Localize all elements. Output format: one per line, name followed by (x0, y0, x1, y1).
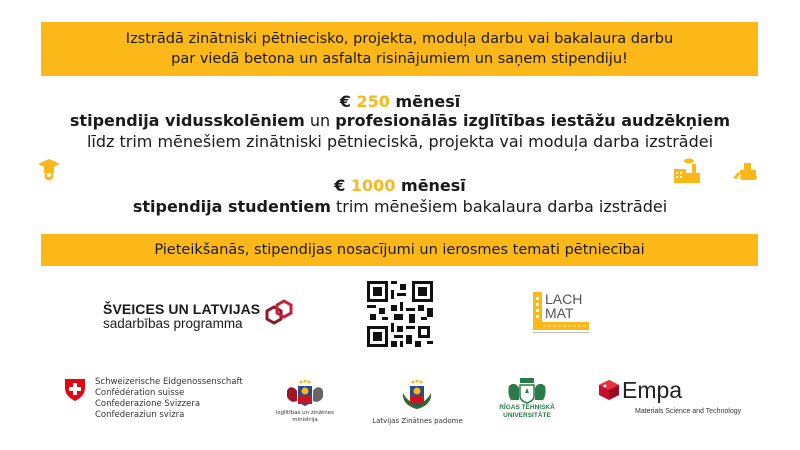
ministry-text (270, 410, 340, 424)
bulldozer-icon (732, 161, 758, 181)
application-banner[interactable] (41, 234, 758, 266)
science-council-text: Latvijas Zinātnes padome (372, 417, 463, 425)
rtu-line-2: UNIVERSITĀTE (503, 412, 551, 419)
rtu-crest-icon (505, 378, 549, 404)
logo-title: ŠVEICES UN LATVIJAS (103, 301, 261, 317)
amount-250: 250 (356, 92, 390, 111)
ministry-coat-of-arms-icon (283, 379, 327, 407)
lachmat-line-1: LACH (545, 291, 583, 307)
rtu-text (495, 404, 559, 420)
school-amount (0, 92, 800, 111)
lachmat-line-2: MAT (545, 305, 574, 321)
swiss-latvian-programme-logo (103, 301, 260, 331)
confed-line-1: Schweizerische Eidgenossenschaft (95, 377, 243, 387)
confed-line-4: Confederaziun svizra (95, 410, 185, 420)
header-banner (41, 22, 758, 76)
student-desc (0, 197, 800, 216)
target-bold-1: stipendija vidusskolēniem (69, 111, 305, 130)
hexagon-chain-icon (262, 297, 298, 337)
confed-line-2: Confédération suisse (95, 388, 185, 398)
factory-icon (672, 157, 702, 183)
application-text: Pieteikšanās, stipendijas nosacījumi un ierosmes temati pētniecībai (154, 242, 645, 258)
ministry-line-1: Izglītības un zinātnes (275, 410, 335, 416)
empa-name: Empa (622, 377, 683, 403)
student-normal: trim mēnešiem bakalaura darba izstrādei (330, 197, 668, 216)
lachmat-text (545, 292, 582, 320)
period: mēnesī (395, 92, 461, 111)
target-bold-2: profesionālās izglītības iestāžu audzēkņiem (335, 111, 731, 130)
empa-cube-icon (598, 379, 620, 401)
target-normal: un (304, 111, 336, 130)
student-bold: stipendija studentiem (132, 197, 331, 216)
period: mēnesī (401, 176, 466, 195)
qr-code[interactable] (364, 278, 436, 350)
euro-sign: € (339, 92, 351, 111)
science-council-coat-of-arms-icon (400, 379, 434, 411)
school-target (0, 111, 800, 130)
ministry-line-2: ministrija (292, 417, 318, 423)
header-line-2: par viedā betona un asfalta risinājumiem un saņem stipendiju! (171, 51, 628, 67)
euro-sign: € (334, 176, 346, 195)
graduate-cap-icon (38, 157, 60, 181)
lachmat-logo (529, 288, 593, 338)
header-line-1: Izstrādā zinātniski pētniecisko, projekta, moduļa darbu vai bakalaura darbu (125, 31, 674, 47)
swiss-shield-icon (64, 378, 86, 402)
amount-1000: 1000 (350, 176, 396, 195)
logo-subtitle: sadarbības programma (103, 316, 243, 331)
rtu-line-1: RĪGAS TEHNISKĀ (499, 404, 555, 411)
confed-line-3: Confederazione Svizzera (95, 399, 201, 409)
empa-tagline: Materials Science and Technology (635, 408, 742, 415)
school-desc: līdz trim mēnešiem zinātniski pētnieciskā, projekta vai moduļa darba izstrādei (86, 132, 714, 151)
swiss-confederation-text (95, 377, 243, 421)
